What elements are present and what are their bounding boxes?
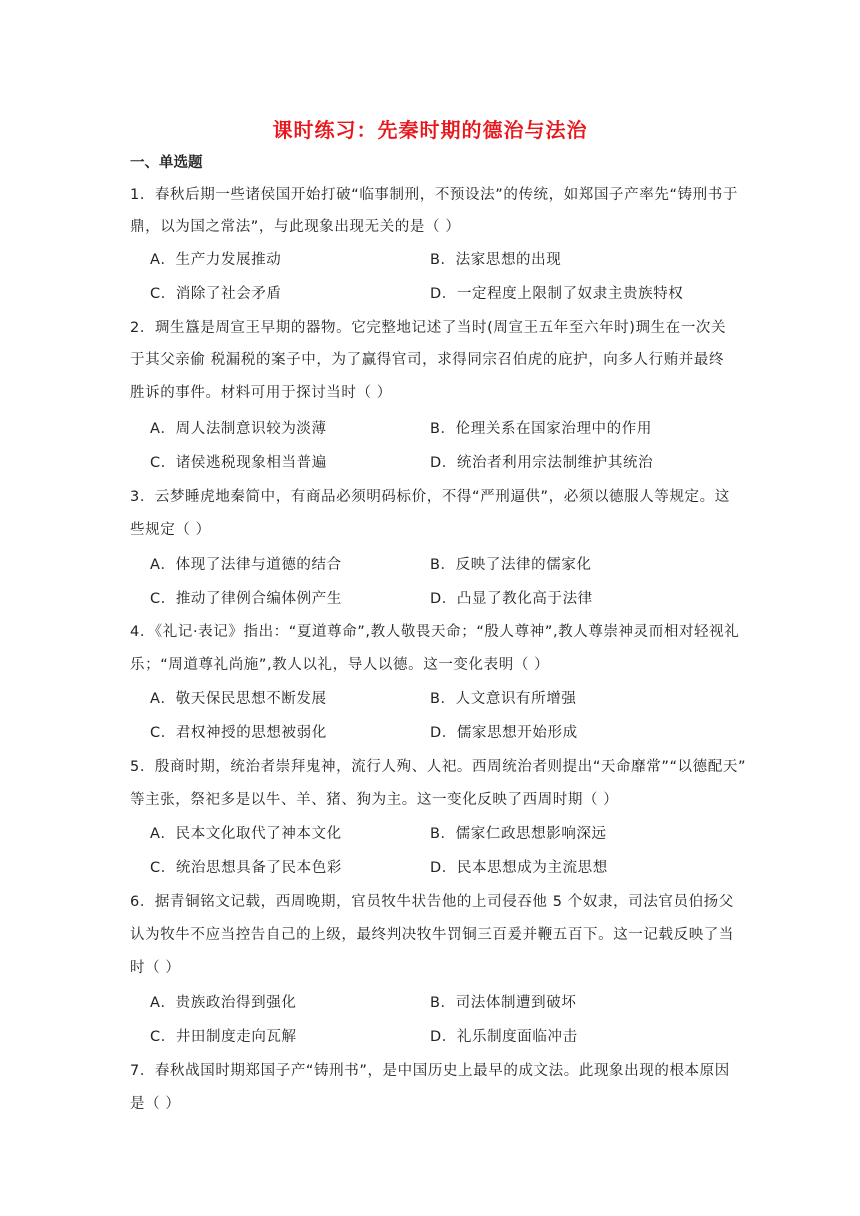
question-4-option-d: D．儒家思想开始形成 [430,725,578,741]
question-6-option-d: D．礼乐制度面临冲击 [430,1029,578,1045]
question-2-option-a: A．周人法制意识较为淡薄 [150,421,327,437]
question-2-line-1: 2．琱生簋是周宣王早期的器物。它完整地记述了当时(周宣王五年至六年时)琱生在一次关 [130,320,727,336]
question-5-line-1: 5．殷商时期，统治者崇拜鬼神，流行人殉、人祀。西周统治者则提出“天命靡常”“以德配天” [130,759,747,775]
question-1-option-a: A．生产力发展推动 [150,252,282,268]
question-2-option-d: D．统治者利用宗法制维护其统治 [430,455,654,471]
question-4-line-2: 乐；“周道尊礼尚施”,教人以礼，导人以德。这一变化表明（ ） [130,657,550,673]
question-3-option-a: A．体现了法律与道德的结合 [150,557,342,573]
question-1-option-b: B．法家思想的出现 [430,252,562,268]
question-1-option-c: C．消除了社会矛盾 [150,286,282,302]
question-6-line-2: 认为牧牛不应当控告自己的上级，最终判决牧牛罚铜三百爰并鞭五百下。这一记载反映了当 [130,927,734,943]
question-4-option-b: B．人文意识有所增强 [430,691,577,707]
question-3-option-b: B．反映了法律的儒家化 [430,557,592,573]
question-7-line-2: 是（ ） [130,1096,181,1112]
question-5-option-b: B．儒家仁政思想影响深远 [430,826,607,842]
question-5-option-a: A．民本文化取代了神本文化 [150,826,342,842]
question-4-option-a: A．敬天保民思想不断发展 [150,691,327,707]
question-5-option-d: D．民本思想成为主流思想 [430,860,608,876]
question-2-line-3: 胜诉的事件。材料可用于探讨当时（ ） [130,385,392,401]
question-2-option-b: B．伦理关系在国家治理中的作用 [430,421,652,437]
question-4-line-1: 4．《礼记·表记》指出：“夏道尊命”,教人敬畏天命；“殷人尊神”,教人尊崇神灵而相对轻视礼 [130,624,740,640]
question-3-option-d: D．凸显了教化高于法律 [430,591,593,607]
question-5-option-c: C．统治思想具备了民本色彩 [150,860,342,876]
page-title: 课时练习：先秦时期的德治与法治 [272,118,588,142]
question-3-line-1: 3．云梦睡虎地秦简中，有商品必须明码标价，不得“严刑逼供”，必须以德服人等规定。这 [130,489,730,505]
question-3-option-c: C．推动了律例合编体例产生 [150,591,342,607]
question-5-line-2: 等主张，祭祀多是以牛、羊、猪、狗为主。这一变化反映了西周时期（ ） [130,792,619,808]
question-6-option-b: B．司法体制遭到破坏 [430,995,577,1011]
question-1-line-2: 鼎，以为国之常法”，与此现象出现无关的是（ ） [130,219,461,235]
question-2-option-c: C．诸侯逃税现象相当普遍 [150,455,327,471]
question-6-option-c: C．井田制度走向瓦解 [150,1029,297,1045]
question-4-option-c: C．君权神授的思想被弱化 [150,725,327,741]
section-heading: 一、单选题 [130,155,203,171]
question-6-option-a: A．贵族政治得到强化 [150,995,297,1011]
question-6-line-3: 时（ ） [130,960,181,976]
question-6-line-1: 6．据青铜铭文记载，西周晚期，官员牧牛状告他的上司侵吞他 5 个奴隶，司法官员伯扬父 [130,894,734,910]
question-3-line-2: 些规定（ ） [130,522,211,538]
question-2-line-2: 于其父亲偷 税漏税的案子中，为了赢得官司，求得同宗召伯虎的庇护，向多人行贿并最终 [130,352,725,368]
question-7-line-1: 7．春秋战国时期郑国子产“铸刑书”，是中国历史上最早的成文法。此现象出现的根本原因 [130,1063,730,1079]
question-1-option-d: D．一定程度上限制了奴隶主贵族特权 [430,286,684,302]
question-1-line-1: 1．春秋后期一些诸侯国开始打破“临事制刑，不预设法”的传统，如郑国子产率先“铸刑书于 [130,187,738,203]
